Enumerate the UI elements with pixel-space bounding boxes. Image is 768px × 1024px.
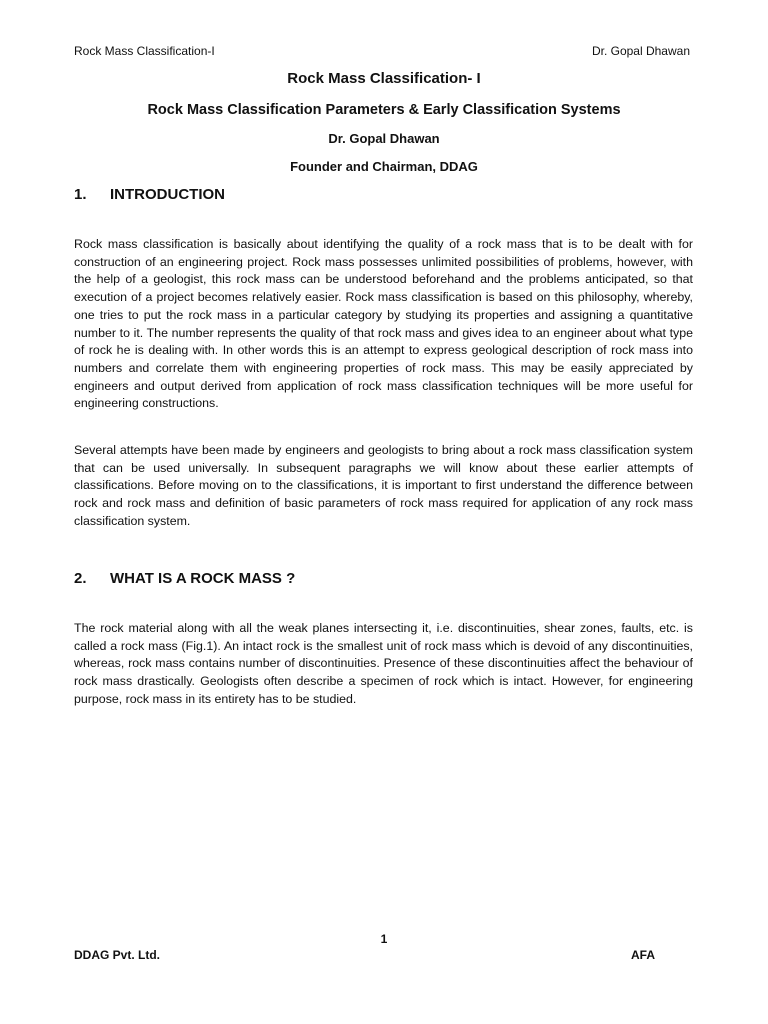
section-number: 2. — [74, 570, 87, 587]
section-title: INTRODUCTION — [110, 186, 225, 203]
author-name: Dr. Gopal Dhawan — [328, 131, 440, 146]
document-title: Rock Mass Classification- I — [287, 70, 481, 87]
footer-code: AFA — [631, 948, 655, 962]
running-header-title: Rock Mass Classification-I — [74, 44, 215, 58]
paragraph: Several attempts have been made by engineers and geologists to bring about a rock mass classification system that can be used universally. In subsequent paragraphs we will know about these earlier attempts of classifications. Before moving on to the classifications, it is important to first understand the difference between rock and rock mass and definition of basic parameters of rock mass required for application of any rock mass classification system. — [74, 443, 693, 528]
section-heading-what-is-rock-mass — [74, 570, 295, 587]
footer-company: DDAG Pvt. Ltd. — [74, 948, 160, 962]
paragraph: The rock material along with all the weak planes intersecting it, i.e. discontinuities, shear zones, faults, etc. is called a rock mass (Fig.1). An intact rock is the smallest unit of rock mass which is devoid of any discontinuities, whereas, rock mass contains number of discontinuities. Presence of these discontinuities affect the behaviour of rock mass drastically. Geologists often describe a specimen of rock which is intact. However, for engineering purpose, rock mass in its entirety has to be studied. — [74, 621, 693, 706]
document-subtitle: Rock Mass Classification Parameters & Early Classification Systems — [147, 102, 621, 118]
section-number: 1. — [74, 186, 87, 203]
running-header-author: Dr. Gopal Dhawan — [591, 44, 690, 58]
author-affiliation: Founder and Chairman, DDAG — [290, 159, 478, 174]
paragraph: Rock mass classification is basically about identifying the quality of a rock mass that is to be dealt with for construction of an engineering project. Rock mass possesses unlimited possibilities of problems, however, with the help of a geologist, this rock mass can be understood beforehand and the problems anticipated, so that execution of a project becomes relatively easier. Rock mass classification is based on this philosophy, whereby, one tries to put the rock mass in a particular category by studying its properties and assigning a quantitative number to it. The number represents the quality of that rock mass and gives idea to an engineer about what type of rock he is dealing with. In other words this is an attempt to express geological description of rock mass into numbers and correlate them with engineering properties of rock mass. This may be easily appreciated by engineers and output derived from application of rock mass classification techniques will be more useful for engineering constructions. — [74, 237, 693, 411]
section-title: WHAT IS A ROCK MASS ? — [110, 570, 296, 587]
page-number: 1 — [380, 932, 388, 946]
section-heading-introduction — [74, 186, 225, 203]
